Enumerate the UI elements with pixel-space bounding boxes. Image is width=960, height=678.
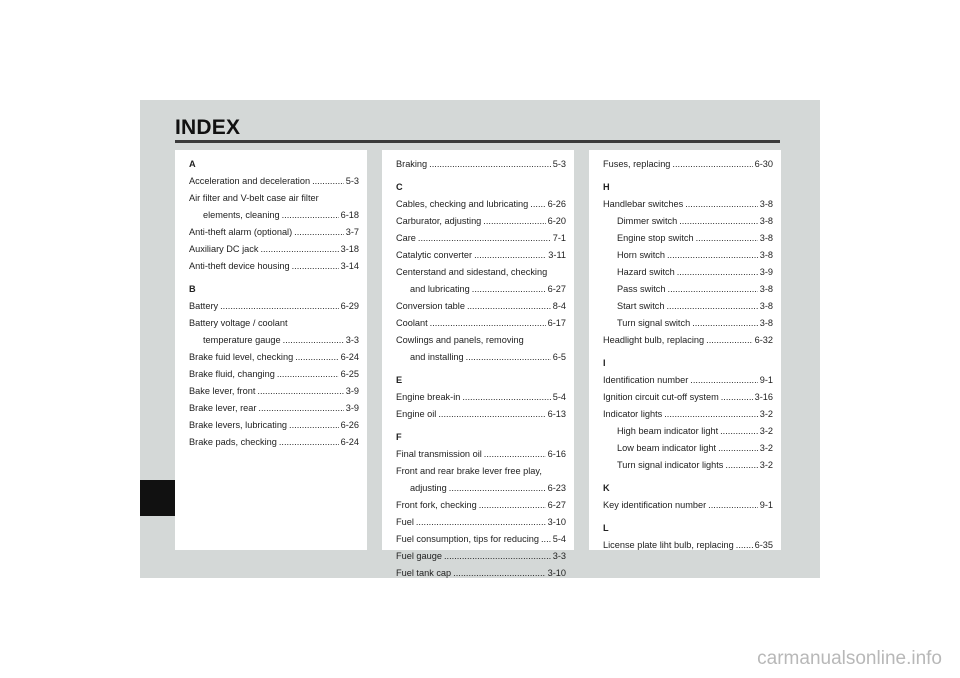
index-entry bbox=[189, 298, 359, 315]
entry-page-number: 6-16 bbox=[547, 449, 566, 459]
dot-leader bbox=[718, 440, 758, 457]
index-entry bbox=[189, 224, 359, 241]
dot-leader bbox=[294, 224, 344, 241]
dot-leader bbox=[679, 213, 757, 230]
entry-page-number: 3-9 bbox=[345, 403, 359, 413]
entry-label: Anti-theft alarm (optional) bbox=[189, 227, 293, 237]
dot-leader bbox=[279, 434, 339, 451]
index-entry bbox=[396, 406, 566, 423]
entry-page-number: 6-24 bbox=[340, 437, 359, 447]
entry-page-number: 6-5 bbox=[552, 352, 566, 362]
dot-leader bbox=[429, 156, 551, 173]
entry-page-number: 3-16 bbox=[754, 392, 773, 402]
index-subentry bbox=[603, 457, 773, 474]
dot-leader bbox=[696, 230, 758, 247]
entry-label: Dimmer switch bbox=[617, 216, 678, 226]
dot-leader bbox=[721, 389, 753, 406]
entry-page-number: 6-23 bbox=[547, 483, 566, 493]
entry-label: Engine oil bbox=[396, 409, 437, 419]
title-rule bbox=[175, 140, 780, 143]
entry-label: Engine stop switch bbox=[617, 233, 694, 243]
entry-page-number: 6-27 bbox=[547, 284, 566, 294]
entry-label: Handlebar switches bbox=[603, 199, 684, 209]
entry-page-number: 3-8 bbox=[759, 301, 773, 311]
entry-label: Carburator, adjusting bbox=[396, 216, 482, 226]
index-entry bbox=[189, 258, 359, 275]
entry-label: I bbox=[603, 358, 606, 368]
index-entry bbox=[603, 196, 773, 213]
entry-label: Battery bbox=[189, 301, 219, 311]
entry-page-number: 3-8 bbox=[759, 233, 773, 243]
entry-label: Pass switch bbox=[617, 284, 666, 294]
entry-label: Ignition circuit cut-off system bbox=[603, 392, 719, 402]
dot-leader bbox=[725, 457, 757, 474]
index-subentry bbox=[603, 298, 773, 315]
index-entry bbox=[189, 383, 359, 400]
dot-leader bbox=[472, 281, 546, 298]
entry-label: H bbox=[603, 182, 610, 192]
dot-leader bbox=[692, 315, 758, 332]
entry-page-number: 3-10 bbox=[547, 517, 566, 527]
entry-page-number: 9-1 bbox=[759, 500, 773, 510]
index-entry bbox=[396, 298, 566, 315]
dot-leader bbox=[466, 349, 551, 366]
entry-label: Headlight bulb, replacing bbox=[603, 335, 705, 345]
index-column-3 bbox=[589, 150, 781, 550]
entry-label: Acceleration and deceleration bbox=[189, 176, 311, 186]
entry-label: Air filter and V-belt case air filter bbox=[189, 193, 319, 203]
dot-leader bbox=[664, 406, 757, 423]
index-entry bbox=[603, 406, 773, 423]
dot-leader bbox=[667, 247, 758, 264]
index-entry bbox=[603, 537, 773, 554]
index-entry bbox=[396, 213, 566, 230]
entry-page-number: 3-9 bbox=[345, 386, 359, 396]
section-tab bbox=[140, 480, 175, 516]
index-letter-heading bbox=[603, 520, 773, 537]
entry-page-number: 7-1 bbox=[552, 233, 566, 243]
index-entry bbox=[603, 389, 773, 406]
dot-leader bbox=[312, 173, 344, 190]
index-entry bbox=[396, 497, 566, 514]
dot-leader bbox=[706, 332, 752, 349]
index-subentry bbox=[603, 423, 773, 440]
entry-page-number: 3-3 bbox=[552, 551, 566, 561]
dot-leader bbox=[672, 156, 752, 173]
index-entry-heading bbox=[189, 190, 359, 207]
entry-label: Fuel tank cap bbox=[396, 568, 452, 578]
index-entry bbox=[396, 230, 566, 247]
index-entry bbox=[189, 366, 359, 383]
entry-label: E bbox=[396, 375, 403, 385]
index-subentry bbox=[189, 332, 359, 349]
index-entry bbox=[396, 247, 566, 264]
dot-leader bbox=[479, 497, 546, 514]
dot-leader bbox=[474, 247, 546, 264]
entry-page-number: 6-25 bbox=[340, 369, 359, 379]
entry-page-number: 6-26 bbox=[547, 199, 566, 209]
entry-page-number: 3-9 bbox=[759, 267, 773, 277]
entry-label: and installing bbox=[410, 352, 464, 362]
index-entry bbox=[603, 156, 773, 173]
entry-page-number: 3-2 bbox=[759, 460, 773, 470]
index-subentry bbox=[396, 281, 566, 298]
entry-label: Turn signal switch bbox=[617, 318, 691, 328]
index-entry bbox=[189, 417, 359, 434]
entry-label: B bbox=[189, 284, 196, 294]
entry-label: Care bbox=[396, 233, 416, 243]
index-entry-heading bbox=[396, 264, 566, 281]
entry-label: Cables, checking and lubricating bbox=[396, 199, 529, 209]
index-entry bbox=[396, 531, 566, 548]
dot-leader bbox=[418, 230, 551, 247]
entry-page-number: 3-8 bbox=[759, 284, 773, 294]
index-subentry bbox=[603, 213, 773, 230]
entry-label: Turn signal indicator lights bbox=[617, 460, 724, 470]
entry-label: Catalytic converter bbox=[396, 250, 473, 260]
dot-leader bbox=[258, 400, 343, 417]
entry-label: Final transmission oil bbox=[396, 449, 482, 459]
index-letter-heading bbox=[396, 372, 566, 389]
index-entry-heading bbox=[189, 315, 359, 332]
dot-leader bbox=[282, 207, 339, 224]
index-entry bbox=[396, 156, 566, 173]
entry-page-number: 3-14 bbox=[340, 261, 359, 271]
index-entry bbox=[189, 241, 359, 258]
entry-label: Battery voltage / coolant bbox=[189, 318, 288, 328]
dot-leader bbox=[453, 565, 545, 582]
entry-label: License plate liht bulb, replacing bbox=[603, 540, 734, 550]
entry-page-number: 6-30 bbox=[754, 159, 773, 169]
entry-label: F bbox=[396, 432, 402, 442]
entry-page-number: 3-2 bbox=[759, 409, 773, 419]
entry-label: Horn switch bbox=[617, 250, 665, 260]
entry-label: High beam indicator light bbox=[617, 426, 719, 436]
entry-label: Coolant bbox=[396, 318, 428, 328]
dot-leader bbox=[462, 389, 550, 406]
index-subentry bbox=[603, 315, 773, 332]
index-entry bbox=[603, 497, 773, 514]
index-entry bbox=[396, 196, 566, 213]
dot-leader bbox=[416, 514, 546, 531]
entry-label: Cowlings and panels, removing bbox=[396, 335, 524, 345]
index-letter-heading bbox=[189, 156, 359, 173]
index-letter-heading bbox=[189, 281, 359, 298]
entry-page-number: 5-4 bbox=[552, 392, 566, 402]
index-entry bbox=[396, 446, 566, 463]
entry-label: Fuel bbox=[396, 517, 414, 527]
index-entry bbox=[189, 400, 359, 417]
dot-leader bbox=[677, 264, 758, 281]
entry-label: Centerstand and sidestand, checking bbox=[396, 267, 548, 277]
entry-label: Anti-theft device housing bbox=[189, 261, 290, 271]
entry-label: A bbox=[189, 159, 196, 169]
entry-label: Brake fluid, changing bbox=[189, 369, 275, 379]
entry-page-number: 6-17 bbox=[547, 318, 566, 328]
page-title: INDEX bbox=[175, 116, 241, 139]
dot-leader bbox=[260, 241, 338, 258]
index-entry bbox=[603, 332, 773, 349]
index-subentry bbox=[189, 207, 359, 224]
index-subentry bbox=[603, 440, 773, 457]
entry-label: and lubricating bbox=[410, 284, 470, 294]
entry-label: Engine break-in bbox=[396, 392, 461, 402]
entry-label: Front and rear brake lever free play, bbox=[396, 466, 542, 476]
entry-page-number: 3-8 bbox=[759, 199, 773, 209]
dot-leader bbox=[438, 406, 545, 423]
dot-leader bbox=[220, 298, 339, 315]
entry-page-number: 3-2 bbox=[759, 426, 773, 436]
entry-page-number: 3-8 bbox=[759, 250, 773, 260]
entry-page-number: 6-13 bbox=[547, 409, 566, 419]
dot-leader bbox=[484, 446, 546, 463]
dot-leader bbox=[530, 196, 545, 213]
entry-label: Indicator lights bbox=[603, 409, 663, 419]
entry-label: K bbox=[603, 483, 610, 493]
entry-label: Front fork, checking bbox=[396, 500, 477, 510]
index-subentry bbox=[396, 349, 566, 366]
index-letter-heading bbox=[603, 179, 773, 196]
dot-leader bbox=[283, 332, 344, 349]
entry-label: temperature gauge bbox=[203, 335, 281, 345]
entry-label: Brake levers, lubricating bbox=[189, 420, 288, 430]
dot-leader bbox=[666, 298, 757, 315]
entry-page-number: 5-3 bbox=[552, 159, 566, 169]
index-letter-heading bbox=[603, 480, 773, 497]
entry-page-number: 6-29 bbox=[340, 301, 359, 311]
index-letter-heading bbox=[396, 429, 566, 446]
entry-page-number: 5-3 bbox=[345, 176, 359, 186]
index-entry bbox=[396, 315, 566, 332]
entry-page-number: 6-20 bbox=[547, 216, 566, 226]
index-entry bbox=[603, 372, 773, 389]
entry-label: Fuel gauge bbox=[396, 551, 442, 561]
entry-page-number: 3-8 bbox=[759, 318, 773, 328]
entry-label: adjusting bbox=[410, 483, 447, 493]
index-entry bbox=[396, 565, 566, 582]
entry-page-number: 9-1 bbox=[759, 375, 773, 385]
index-entry bbox=[189, 173, 359, 190]
entry-label: elements, cleaning bbox=[203, 210, 280, 220]
entry-page-number: 6-27 bbox=[547, 500, 566, 510]
entry-label: Brake fuid level, checking bbox=[189, 352, 294, 362]
dot-leader bbox=[467, 298, 551, 315]
dot-leader bbox=[444, 548, 551, 565]
entry-page-number: 3-8 bbox=[759, 216, 773, 226]
entry-label: Fuses, replacing bbox=[603, 159, 671, 169]
dot-leader bbox=[736, 537, 753, 554]
entry-page-number: 3-11 bbox=[548, 250, 566, 260]
entry-page-number: 3-7 bbox=[345, 227, 359, 237]
entry-label: Start switch bbox=[617, 301, 665, 311]
entry-label: Conversion table bbox=[396, 301, 465, 311]
dot-leader bbox=[430, 315, 546, 332]
dot-leader bbox=[277, 366, 339, 383]
entry-page-number: 6-26 bbox=[340, 420, 359, 430]
dot-leader bbox=[708, 497, 758, 514]
index-entry bbox=[396, 548, 566, 565]
dot-leader bbox=[295, 349, 338, 366]
index-letter-heading bbox=[603, 355, 773, 372]
entry-page-number: 3-18 bbox=[340, 244, 359, 254]
index-entry bbox=[189, 349, 359, 366]
watermark: carmanualsonline.info bbox=[757, 648, 942, 669]
entry-label: L bbox=[603, 523, 609, 533]
index-subentry bbox=[603, 247, 773, 264]
entry-page-number: 6-24 bbox=[340, 352, 359, 362]
entry-label: Bake lever, front bbox=[189, 386, 256, 396]
index-column-2 bbox=[382, 150, 574, 578]
entry-page-number: 3-2 bbox=[759, 443, 773, 453]
index-entry bbox=[396, 514, 566, 531]
dot-leader bbox=[720, 423, 758, 440]
index-entry-heading bbox=[396, 463, 566, 480]
index-entry-heading bbox=[396, 332, 566, 349]
entry-page-number: 5-4 bbox=[552, 534, 566, 544]
entry-label: Brake lever, rear bbox=[189, 403, 257, 413]
dot-leader bbox=[289, 417, 339, 434]
entry-page-number: 8-4 bbox=[552, 301, 566, 311]
index-subentry bbox=[603, 230, 773, 247]
dot-leader bbox=[292, 258, 339, 275]
index-subentry bbox=[603, 281, 773, 298]
entry-label: Low beam indicator light bbox=[617, 443, 717, 453]
index-subentry bbox=[396, 480, 566, 497]
entry-page-number: 6-18 bbox=[340, 210, 359, 220]
index-subentry bbox=[603, 264, 773, 281]
entry-label: Braking bbox=[396, 159, 428, 169]
dot-leader bbox=[690, 372, 757, 389]
index-letter-heading bbox=[396, 179, 566, 196]
entry-label: Brake pads, checking bbox=[189, 437, 277, 447]
dot-leader bbox=[668, 281, 758, 298]
entry-page-number: 3-10 bbox=[547, 568, 566, 578]
index-entry bbox=[189, 434, 359, 451]
entry-label: C bbox=[396, 182, 403, 192]
entry-label: Hazard switch bbox=[617, 267, 675, 277]
entry-label: Identification number bbox=[603, 375, 689, 385]
entry-page-number: 3-3 bbox=[345, 335, 359, 345]
entry-label: Auxiliary DC jack bbox=[189, 244, 259, 254]
dot-leader bbox=[541, 531, 551, 548]
entry-page-number: 6-32 bbox=[754, 335, 773, 345]
entry-page-number: 6-35 bbox=[754, 540, 773, 550]
dot-leader bbox=[483, 213, 545, 230]
dot-leader bbox=[449, 480, 546, 497]
dot-leader bbox=[685, 196, 758, 213]
index-entry bbox=[396, 389, 566, 406]
entry-label: Fuel consumption, tips for reducing bbox=[396, 534, 539, 544]
entry-label: Key identification number bbox=[603, 500, 707, 510]
index-column-1 bbox=[175, 150, 367, 550]
dot-leader bbox=[257, 383, 343, 400]
